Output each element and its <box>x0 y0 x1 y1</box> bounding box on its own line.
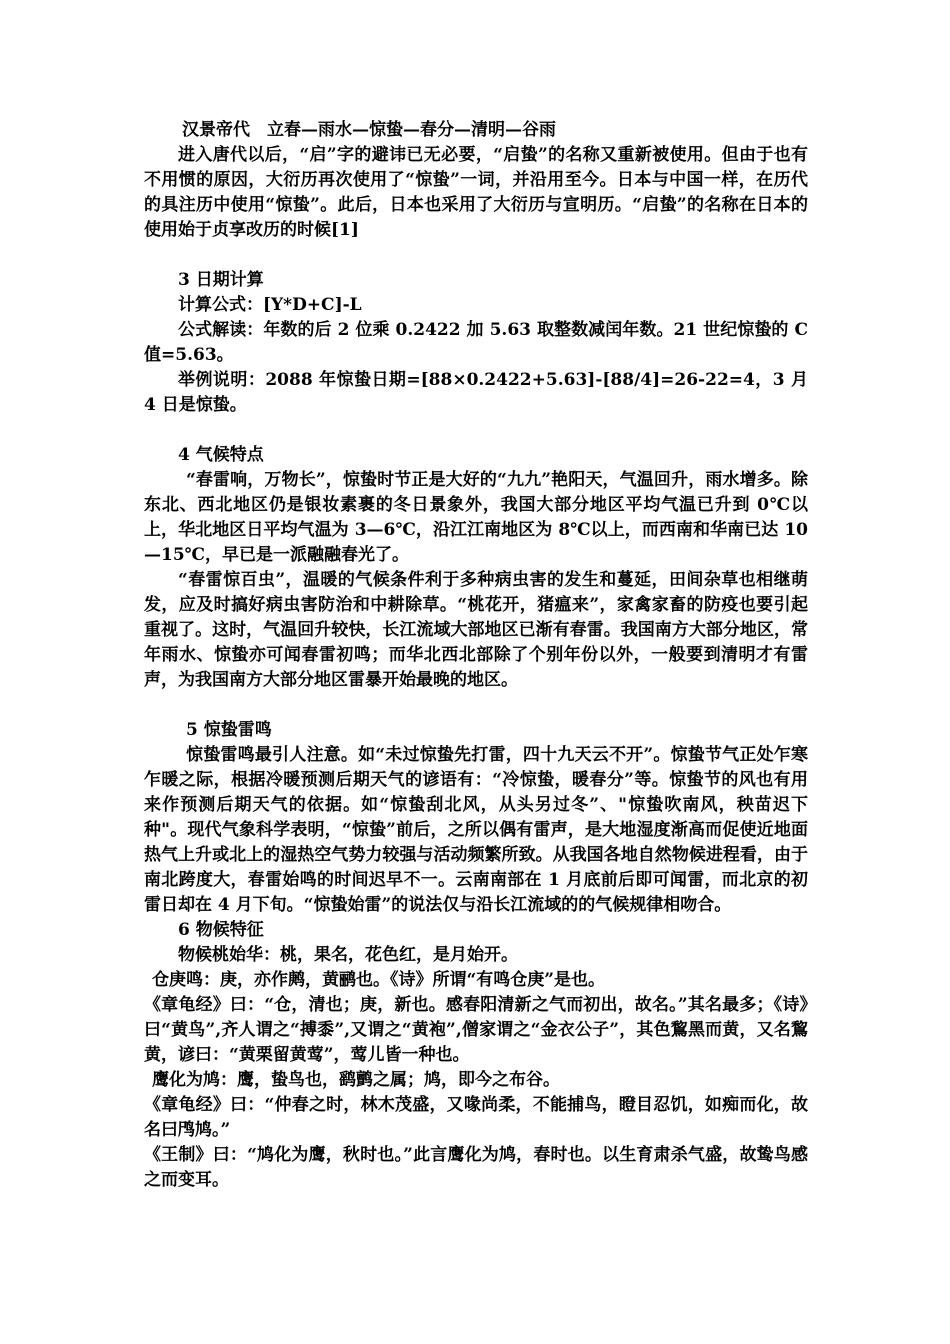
section6-para6: 《王制》曰：“鸠化为鹰，秋时也。”此言鹰化为鸠，春时也。以生育肃杀气盛，故鸷鸟感之而变耳。 <box>144 1145 808 1190</box>
section6-line2: 仓庚鸣：庚，亦作鹒，黄鹂也。《诗》所谓“有鸣仓庚”是也。 <box>152 970 606 990</box>
document-page <box>144 118 808 1193</box>
section3-example: 举例说明：2088 年惊蛰日期=[88×0.2422+5.63]-[88/4]=26-22=4，3 月 4 日是惊蛰。 <box>144 370 808 415</box>
section5-para: 惊蛰雷鸣最引人注意。如“未过惊蛰先打雷，四十九天云不开”。惊蛰节气正处乍寒乍暖之际，根据冷暖预测后期天气的谚语有：“冷惊蛰，暖春分”等。惊蛰节的风也有用来作预测后期天气的依据。如“惊蛰刮北风，从头另过冬”、"惊蛰吹南风，秧苗迟下种"。现代气象科学表明，“惊蛰”前后，之所以偶有雷声，是大地湿度渐高而促使近地面热气上升或北上的湿热空气势力较强与活动频繁所致。从我国各地自然物候进程看，由于南北跨度大，春雷始鸣的时间迟早不一。云南南部在 1 月底前后即可闻雷，而北京的初雷日却在 4 月下旬。“惊蛰始雷”的说法仅与沿长江流域的的气候规律相吻合。 <box>144 745 808 915</box>
spacer <box>144 243 808 268</box>
section3-formula: 计算公式：[Y*D+C]-L <box>178 295 362 315</box>
spacer <box>144 418 808 443</box>
section5-heading: 5 惊蛰雷鸣 <box>186 720 272 740</box>
intro-title-line: 汉景帝代 立春—雨水—惊蛰—春分—清明—谷雨 <box>182 120 556 140</box>
section3-explain: 公式解读：年数的后 2 位乘 0.2422 加 5.63 取整数减闰年数。21 世纪惊蛰的 C 值=5.63。 <box>144 320 808 365</box>
section4-para2: “春雷惊百虫”，温暖的气候条件利于多种病虫害的发生和蔓延，田间杂草也相继萌发，应及时搞好病虫害防治和中耕除草。“桃花开，猪瘟来”，家禽家畜的防疫也要引起重视了。这时，气温回升较快，长江流域大部地区已渐有春雷。我国南方大部分地区，常年雨水、惊蛰亦可闻春雷初鸣；而华北西北部除了个别年份以外，一般要到清明才有雷声，为我国南方大部分地区雷暴开始最晚的地区。 <box>144 570 808 690</box>
section3-heading: 3 日期计算 <box>178 270 264 290</box>
section6-line1: 物候桃始华：桃，果名，花色红，是月始开。 <box>178 945 518 965</box>
intro-paragraph: 进入唐代以后，“启”字的避讳已无必要，“启蛰”的名称又重新被使用。但由于也有不用惯的原因，大衍历再次使用了“惊蛰”一词，并沿用至今。日本与中国一样，在历代的具注历中使用“惊蛰”。此后，日本也采用了大衍历与宣明历。“启蛰”的名称在日本的使用始于贞享改历的时候[1] <box>144 145 808 240</box>
section4-heading: 4 气候特点 <box>178 445 264 465</box>
section6-heading: 6 物候特征 <box>178 920 264 940</box>
section6-para5: 《章龟经》曰：“仲春之时，林木茂盛，又喙尚柔，不能捕鸟，瞪目忍饥，如痴而化，故名曰鸤鸠。” <box>144 1095 808 1140</box>
section6-line4: 鹰化为鸠：鹰，蛰鸟也，鹞鹯之属；鸠，即今之布谷。 <box>152 1070 560 1090</box>
spacer <box>144 693 808 718</box>
section4-para1: “春雷响，万物长”，惊蛰时节正是大好的“九九”艳阳天，气温回升，雨水增多。除东北、西北地区仍是银妆素裹的冬日景象外，我国大部分地区平均气温已升到 0℃以上，华北地区日平均气温为 3—6℃，沿江江南地区为 8℃以上，而西南和华南已达 10—15℃，早已是一派融融春光了。 <box>144 470 808 565</box>
section6-para3: 《章龟经》曰：“仓，清也；庚，新也。感春阳清新之气而初出，故名。”其名最多；《诗》曰“黄鸟”,齐人谓之“搏黍”,又谓之“黄袍”,僧家谓之“金衣公子”，其色鵹黑而黄，又名鵹黄，谚曰：“黄栗留黄莺”，莺儿皆一种也。 <box>144 995 808 1065</box>
